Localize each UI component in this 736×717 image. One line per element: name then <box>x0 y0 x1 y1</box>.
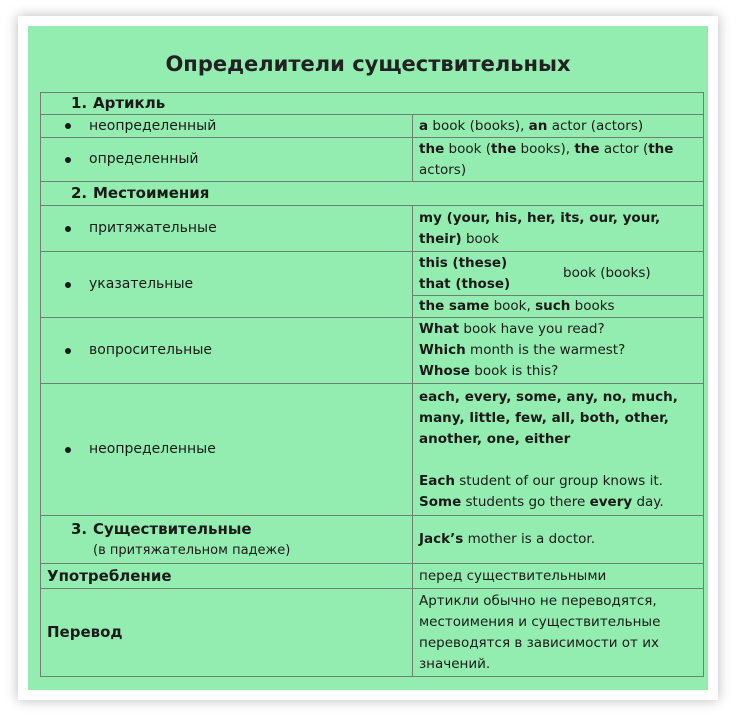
table-row <box>41 138 704 182</box>
example-cell: What book have you read? Which month is the warmest? Whose book is this? <box>413 318 704 384</box>
table-row <box>41 115 704 138</box>
bullet-icon <box>65 157 71 163</box>
table-row <box>41 93 704 115</box>
section-number: 3. <box>71 519 88 538</box>
translation-value: Артикли обычно не переводятся, местоимения и существительные переводятся в зависимости от их значений. <box>413 589 704 677</box>
example-cell: the same book, such books <box>413 296 704 318</box>
picture-frame <box>18 16 718 700</box>
section-label: Артикль <box>93 94 166 112</box>
example-cell: a book (books), an actor (actors) <box>413 115 704 138</box>
table-row <box>41 564 704 589</box>
usage-label: Употребление <box>41 564 413 589</box>
table-row <box>41 252 704 296</box>
bullet-icon <box>65 282 71 288</box>
section-number: 2. <box>71 184 88 202</box>
example-cell: the book (the books), the actor (the actors) <box>413 138 704 182</box>
row-label: неопределенные <box>89 441 216 457</box>
example-cell: this (these) that (those) book (books) <box>413 252 704 296</box>
row-label: притяжательные <box>89 220 217 236</box>
table-row <box>41 206 704 252</box>
table-row <box>41 589 704 677</box>
table-row <box>41 182 704 206</box>
row-label: вопросительные <box>89 342 213 358</box>
bullet-icon <box>65 226 71 232</box>
row-label: указательные <box>89 276 194 292</box>
bullet-icon <box>65 447 71 453</box>
section-label: Местоимения <box>93 184 210 202</box>
determiners-table <box>40 92 704 677</box>
section-label: Существительные <box>93 519 252 538</box>
bullet-icon <box>65 123 71 129</box>
usage-value: перед существительными <box>413 564 704 589</box>
page-title: Определители существительных <box>165 52 571 76</box>
translation-label: Перевод <box>41 589 413 677</box>
table-row <box>41 384 704 516</box>
example-cell: each, every, some, any, no, much, many, little, few, all, both, other, another, one, either Each student of our group knows it. Some students go there every day. <box>413 384 704 516</box>
row-label: неопределенный <box>89 117 217 134</box>
example-cell: Jack’s mother is a doctor. <box>413 516 704 564</box>
card <box>28 26 708 690</box>
section-sublabel: (в притяжательном падеже) <box>93 542 291 558</box>
table-row <box>41 318 704 384</box>
row-label: определенный <box>89 151 199 167</box>
bullet-icon <box>65 348 71 354</box>
section-number: 1. <box>71 94 88 112</box>
example-cell: my (your, his, her, its, our, your, their) book <box>413 206 704 252</box>
table-row <box>41 516 704 564</box>
